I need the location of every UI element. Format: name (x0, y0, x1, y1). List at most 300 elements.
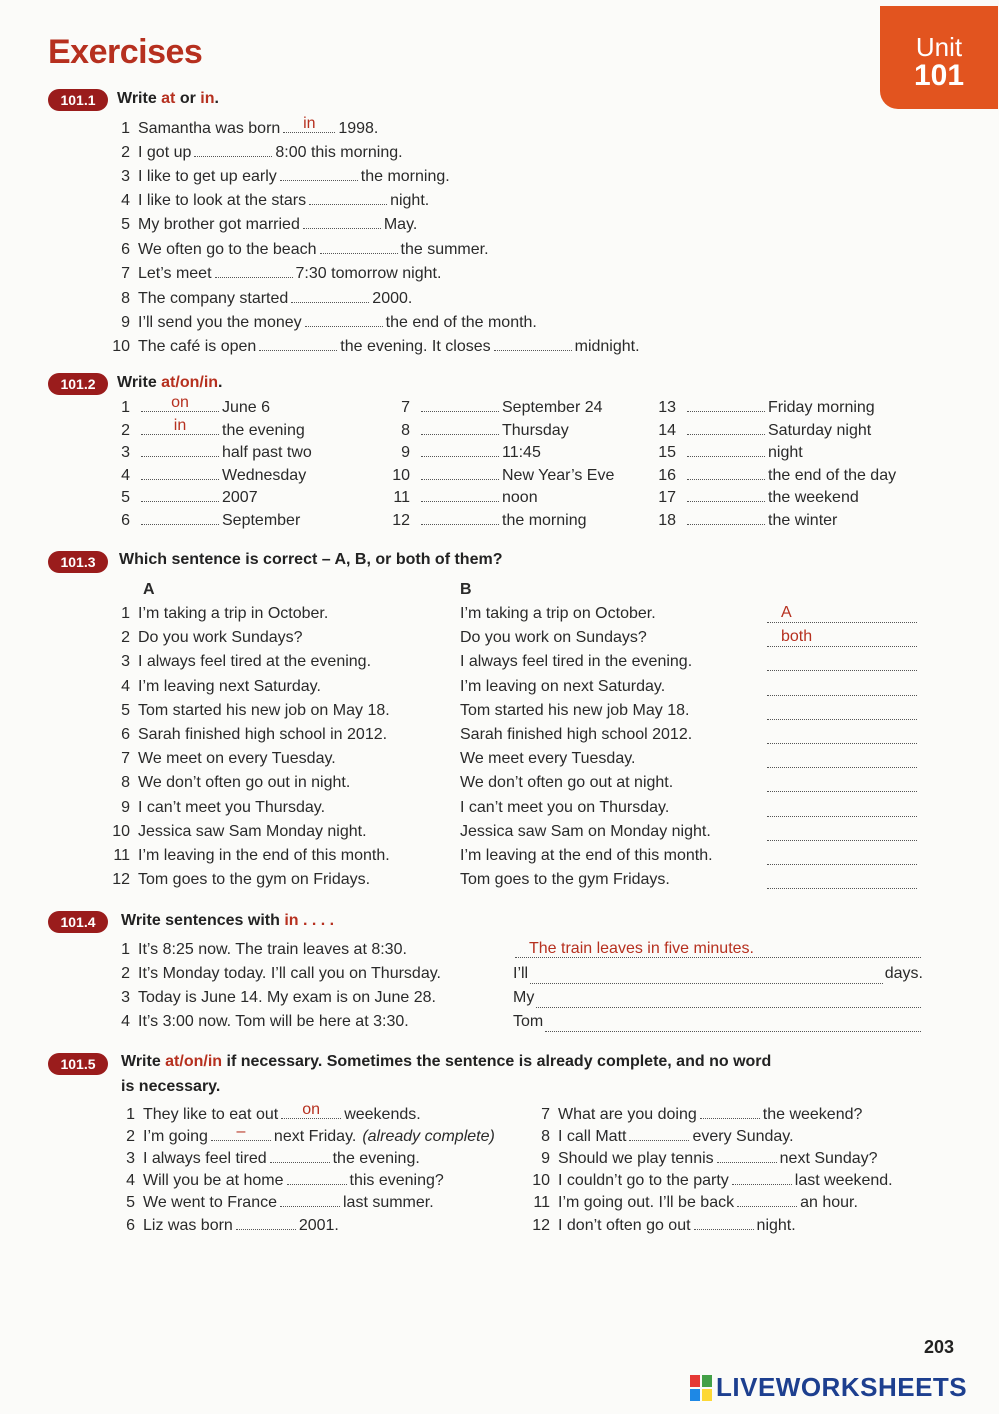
item-number: 2 (121, 965, 130, 982)
answer-blank[interactable] (211, 1123, 271, 1141)
item-number: 3 (121, 168, 130, 185)
item-text: September (222, 512, 301, 529)
answer-blank[interactable] (494, 337, 572, 351)
item-text: I’m going (143, 1128, 208, 1145)
item-text: next Sunday? (779, 1150, 878, 1167)
item-text: 2000. (372, 290, 413, 307)
list-item (530, 1193, 858, 1213)
item-text: We often go to the beach (138, 241, 317, 258)
item-text: Should we play tennis (558, 1150, 714, 1167)
list-item (530, 1171, 893, 1191)
answer-text: in (173, 417, 187, 434)
item-number: 11 (393, 489, 410, 506)
exercise-instruction-101-5 (121, 1053, 771, 1071)
column-header-a: A (143, 581, 155, 598)
answer-blank[interactable] (141, 417, 219, 435)
item-text: the end of the day (768, 467, 897, 484)
answer-row (513, 964, 923, 984)
item-number: 9 (541, 1150, 550, 1167)
list-item (115, 1171, 444, 1191)
grid-item (390, 443, 541, 463)
answer-field[interactable] (530, 966, 883, 984)
answer-text: on (302, 1101, 321, 1118)
item-text: The café is open (138, 338, 257, 355)
item-text: 11:45 (502, 444, 541, 461)
sentence-b: Tom goes to the gym Fridays. (460, 871, 670, 889)
item-number: 7 (541, 1106, 550, 1123)
answer-blank[interactable] (283, 115, 335, 133)
item-text: May. (383, 216, 418, 233)
item-text: weekends. (344, 1106, 421, 1123)
item-number: 15 (658, 444, 676, 461)
watermark (690, 1372, 967, 1403)
answer-field[interactable] (767, 750, 917, 768)
answer-row (513, 1012, 923, 1032)
sentence-a-text: We don’t often go out in night. (138, 774, 351, 792)
question (110, 1012, 409, 1032)
item-number: 12 (532, 1217, 550, 1234)
answer-blank[interactable] (629, 1127, 689, 1141)
item-number: 18 (658, 512, 676, 529)
answer-blank[interactable] (687, 466, 765, 480)
item-text: last weekend. (794, 1172, 893, 1189)
grid-item (390, 488, 538, 508)
answer-blank[interactable] (141, 511, 219, 525)
answer-blank[interactable] (687, 488, 765, 502)
answer-text: A (781, 604, 792, 621)
answer-end: days. (884, 965, 923, 982)
keyword: in (200, 90, 215, 107)
sentence-b: We meet every Tuesday. (460, 750, 636, 768)
item-text: the evening. (332, 1150, 420, 1167)
sentence-a (110, 822, 367, 842)
grid-item (390, 511, 587, 531)
keyword: at/on/in (161, 374, 219, 391)
list-item (110, 289, 412, 309)
unit-label: Unit (915, 32, 963, 62)
item-text: every Sunday. (692, 1128, 794, 1145)
item-number: 17 (658, 489, 676, 506)
item-text: Will you be at home (143, 1172, 284, 1189)
item-number: 5 (121, 216, 130, 233)
grid-item (390, 421, 569, 441)
answer-blank[interactable] (259, 337, 337, 351)
sentence-a (110, 628, 303, 648)
item-text: The company started (138, 290, 289, 307)
sentence-b: Jessica saw Sam on Monday night. (460, 822, 711, 840)
answer-blank[interactable] (421, 488, 499, 502)
grid-item (390, 398, 603, 418)
question (110, 988, 436, 1008)
answer-blank[interactable] (287, 1171, 347, 1185)
sentence-a (110, 870, 370, 890)
answer-start: My (513, 989, 535, 1006)
item-number: 2 (121, 144, 130, 161)
exercise-badge-101-1: 101.1 (48, 89, 108, 111)
item-text: next Friday. (273, 1128, 357, 1145)
item-text: half past two (222, 444, 312, 461)
answer-blank[interactable] (303, 215, 381, 229)
list-item (530, 1105, 862, 1125)
exercise-badge-101-5: 101.5 (48, 1053, 108, 1075)
item-text: June 6 (222, 399, 271, 416)
item-number: 6 (121, 512, 130, 529)
answer-blank[interactable] (732, 1171, 792, 1185)
exercise-badge-101-3: 101.3 (48, 551, 108, 573)
item-number: 10 (112, 822, 130, 840)
item-number: 6 (126, 1217, 135, 1234)
sentence-a (110, 846, 390, 866)
liveworksheets-logo-icon (690, 1375, 712, 1401)
item-text: They like to eat out (143, 1106, 279, 1123)
sentence-b: I always feel tired in the evening. (460, 653, 693, 671)
exercise-badge-101-2: 101.2 (48, 373, 108, 395)
grid-item (656, 398, 875, 418)
answer-field[interactable] (767, 653, 917, 671)
item-number: 5 (121, 701, 130, 719)
item-number: 7 (121, 750, 130, 768)
item-number: 7 (401, 399, 410, 416)
answer-field[interactable] (515, 940, 921, 958)
sentence-a-text: Tom goes to the gym on Fridays. (138, 871, 371, 889)
item-number: 1 (121, 399, 130, 416)
answer-blank[interactable] (236, 1216, 296, 1230)
answer-blank[interactable] (305, 313, 383, 327)
answer-blank[interactable] (700, 1105, 760, 1119)
answer-text: – (236, 1123, 246, 1140)
instruction-text: . (214, 90, 219, 107)
grid-item (656, 488, 859, 508)
list-item (530, 1127, 794, 1147)
item-text: the end of the month. (385, 314, 537, 331)
question-text: It’s 8:25 now. The train leaves at 8:30. (138, 941, 407, 958)
item-text: the winter (768, 512, 838, 529)
item-number: 3 (121, 653, 130, 671)
keyword: at (161, 90, 176, 107)
item-text: 1998. (338, 120, 379, 137)
exercise-badge-101-4: 101.4 (48, 911, 108, 933)
item-text: noon (502, 489, 538, 506)
answer-field[interactable] (767, 726, 917, 744)
answer-text: The train leaves in five minutes. (529, 940, 754, 957)
item-text: the weekend (768, 489, 859, 506)
answer-blank[interactable] (687, 398, 765, 412)
instruction-text: . (218, 374, 223, 391)
item-text: Saturday night (768, 422, 872, 439)
item-number: 1 (121, 605, 130, 622)
sentence-a (110, 677, 321, 697)
item-number: 1 (121, 941, 130, 958)
answer-blank[interactable] (421, 398, 499, 412)
answer-blank[interactable] (717, 1149, 777, 1163)
item-text: Samantha was born (138, 120, 281, 137)
keyword: in . . . . (284, 912, 335, 929)
item-number: 8 (121, 290, 130, 307)
item-text: Let’s meet (138, 265, 212, 282)
answer-field[interactable] (767, 605, 917, 623)
item-text: the summer. (400, 241, 489, 258)
answer-field[interactable] (767, 702, 917, 720)
item-number: 2 (126, 1128, 135, 1145)
answer-blank[interactable] (687, 443, 765, 457)
sentence-a (110, 749, 336, 769)
item-text: 7:30 tomorrow night. (295, 265, 442, 282)
item-text: My brother got married (138, 216, 300, 233)
question-text: It’s 3:00 now. Tom will be here at 3:30. (138, 1013, 409, 1030)
sentence-a (110, 604, 328, 624)
item-number: 11 (113, 847, 130, 864)
grid-item (110, 417, 305, 441)
exercise-instruction-101-1 (117, 90, 219, 108)
unit-number: 101 (913, 59, 965, 92)
item-text: Wednesday (222, 467, 307, 484)
item-number: 10 (532, 1172, 550, 1189)
item-text: the weekend? (762, 1106, 863, 1123)
item-number: 8 (121, 774, 130, 792)
item-text: New Year’s Eve (502, 467, 615, 484)
item-number: 1 (121, 120, 130, 137)
exercise-instruction-101-4 (121, 912, 334, 930)
question (110, 940, 407, 960)
answer-blank[interactable] (141, 443, 219, 457)
answer-field[interactable] (767, 774, 917, 792)
list-item (115, 1149, 420, 1169)
sentence-b: I’m taking a trip on October. (460, 605, 656, 622)
sentence-a-text: Tom started his new job on May 18. (138, 701, 390, 719)
item-number: 11 (533, 1194, 550, 1211)
item-text: last summer. (342, 1194, 434, 1211)
item-number: 10 (392, 467, 410, 484)
answer-blank[interactable] (141, 394, 219, 412)
item-text: I’ll send you the money (138, 314, 302, 331)
watermark-text: LIVEWORKSHEETS (716, 1372, 968, 1402)
answer-text: on (171, 394, 189, 411)
sentence-b: I can’t meet you on Thursday. (460, 798, 670, 816)
answer-field[interactable] (767, 823, 917, 841)
answer-blank[interactable] (737, 1193, 797, 1207)
keyword: at/on/in (165, 1053, 223, 1070)
item-text: I’m going out. I’ll be back (558, 1194, 735, 1211)
item-number: 4 (126, 1172, 135, 1189)
list-item (115, 1123, 495, 1147)
question-text: It’s Monday today. I’ll call you on Thursday. (138, 965, 441, 982)
item-text: I don’t often go out (558, 1217, 691, 1234)
grid-item (390, 466, 614, 486)
grid-item (656, 466, 896, 486)
answer-text: in (303, 115, 316, 132)
item-number: 12 (112, 871, 130, 889)
sentence-b: I’m leaving on next Saturday. (460, 677, 666, 695)
item-text: night. (756, 1217, 796, 1234)
answer-blank[interactable] (687, 421, 765, 435)
item-text: the morning. (360, 168, 450, 185)
answer-field[interactable] (767, 629, 917, 647)
sentence-b: Tom started his new job May 18. (460, 701, 690, 719)
list-item (110, 215, 417, 235)
answer-start: Tom (513, 1013, 544, 1030)
sentence-a (110, 725, 387, 745)
answer-blank[interactable] (281, 1101, 341, 1119)
item-number: 3 (121, 989, 130, 1006)
item-number: 4 (121, 192, 130, 209)
item-text: What are you doing (558, 1106, 697, 1123)
item-number: 6 (121, 241, 130, 258)
answer-start: I’ll (513, 965, 529, 982)
list-item (115, 1193, 434, 1213)
item-text: We went to France (143, 1194, 277, 1211)
list-item (115, 1101, 421, 1125)
sentence-b: We don’t often go out at night. (460, 774, 674, 792)
answer-blank[interactable] (687, 511, 765, 525)
exercise-instruction-101-3: Which sentence is correct – A, B, or both of them? (119, 551, 503, 568)
answer-blank[interactable] (320, 240, 398, 254)
instruction-text: Write sentences with (121, 912, 285, 929)
sentence-a (110, 798, 325, 818)
answer-field[interactable] (545, 1014, 921, 1032)
sentence-b: I’m leaving at the end of this month. (460, 847, 713, 864)
grid-item (110, 466, 306, 486)
answer-blank[interactable] (194, 143, 272, 157)
item-number: 3 (126, 1150, 135, 1167)
answer-blank[interactable] (421, 466, 499, 480)
item-text: the evening. It closes (340, 338, 491, 355)
item-number: 4 (121, 467, 130, 484)
item-text: night (768, 444, 803, 461)
item-text: the morning (502, 512, 587, 529)
answer-blank[interactable] (421, 511, 499, 525)
item-number: 9 (401, 444, 410, 461)
item-text: midnight. (574, 338, 640, 355)
question-text: Today is June 14. My exam is on June 28. (138, 989, 436, 1006)
item-text: I like to look at the stars (138, 192, 307, 209)
sentence-a (110, 701, 390, 721)
grid-item (656, 443, 803, 463)
sentence-b: Sarah finished high school 2012. (460, 726, 693, 743)
answer-field[interactable] (767, 871, 917, 889)
item-text: September 24 (502, 399, 603, 416)
list-item (110, 167, 450, 187)
sentence-a-text: I’m leaving in the end of this month. (138, 847, 390, 864)
list-item (110, 143, 403, 163)
answer-field[interactable] (536, 990, 921, 1008)
grid-item (110, 511, 300, 531)
grid-item (110, 394, 271, 418)
sentence-a-text: Jessica saw Sam Monday night. (138, 822, 367, 840)
sentence-a-text: I can’t meet you Thursday. (138, 798, 326, 816)
item-number: 14 (658, 422, 676, 439)
page-title: Exercises (48, 33, 203, 71)
answer-row (513, 940, 923, 958)
answer-blank[interactable] (141, 488, 219, 502)
answer-blank[interactable] (309, 191, 387, 205)
sentence-a (110, 652, 371, 672)
answer-blank[interactable] (421, 443, 499, 457)
column-header-b: B (460, 581, 472, 598)
grid-item (110, 488, 258, 508)
item-number: 4 (121, 677, 130, 695)
item-text: I like to get up early (138, 168, 277, 185)
grid-item (110, 443, 312, 463)
sentence-a-text: Sarah finished high school in 2012. (138, 726, 388, 743)
item-text: I always feel tired (143, 1150, 267, 1167)
sentence-a-text: I always feel tired at the evening. (138, 653, 372, 671)
answer-field[interactable] (767, 678, 917, 696)
answer-blank[interactable] (141, 466, 219, 480)
item-text: an hour. (800, 1194, 858, 1211)
item-number: 2 (121, 422, 130, 439)
item-number: 5 (121, 489, 130, 506)
item-text: Liz was born (143, 1217, 233, 1234)
instruction-text: Write (117, 374, 162, 391)
list-item (110, 191, 429, 211)
instruction-text: or (175, 90, 201, 107)
answer-blank[interactable] (215, 264, 293, 278)
sentence-a-text: We meet on every Tuesday. (138, 750, 336, 768)
instruction-text: if necessary. Sometimes the sentence is already complete, and no word (222, 1053, 772, 1070)
item-number: 10 (112, 338, 130, 355)
answer-text: both (781, 628, 813, 646)
item-number: 16 (658, 467, 676, 484)
answer-field[interactable] (767, 799, 917, 817)
answer-blank[interactable] (280, 167, 358, 181)
list-item (110, 240, 489, 260)
question (110, 964, 441, 984)
item-number: 9 (121, 798, 130, 816)
sentence-a-text: I’m taking a trip in October. (138, 605, 329, 622)
item-text: 2007 (222, 489, 258, 506)
list-item (110, 337, 640, 357)
item-text: 2001. (298, 1217, 339, 1234)
list-item (530, 1216, 796, 1236)
list-item (110, 313, 537, 333)
item-number: 5 (126, 1194, 135, 1211)
list-item (110, 264, 441, 284)
item-number: 7 (121, 265, 130, 282)
page-number: 203 (924, 1337, 955, 1357)
exercise-instruction-101-5-line2: is necessary. (121, 1078, 221, 1095)
item-text: I got up (138, 144, 192, 161)
item-text: Thursday (502, 422, 569, 439)
answer-blank[interactable] (421, 421, 499, 435)
item-text: night. (390, 192, 430, 209)
item-number: 12 (392, 512, 410, 529)
item-number: 8 (541, 1128, 550, 1145)
item-text: 8:00 this morning. (275, 144, 403, 161)
sentence-a (110, 773, 350, 793)
answer-blank[interactable] (694, 1216, 754, 1230)
instruction-text: Write (117, 90, 162, 107)
sentence-a-text: Do you work Sundays? (138, 629, 303, 647)
answer-field[interactable] (767, 847, 917, 865)
answer-blank[interactable] (270, 1149, 330, 1163)
list-item (115, 1216, 339, 1236)
grid-item (656, 421, 871, 441)
answer-blank[interactable] (291, 289, 369, 303)
sentence-b: Do you work on Sundays? (460, 629, 647, 647)
item-number: 3 (121, 444, 130, 461)
item-number: 8 (401, 422, 410, 439)
list-item (110, 115, 379, 139)
sentence-a-text: I’m leaving next Saturday. (138, 677, 321, 695)
answer-blank[interactable] (280, 1193, 340, 1207)
list-item (530, 1149, 878, 1169)
item-number: 13 (658, 399, 676, 416)
item-text: Friday morning (768, 399, 875, 416)
item-number: 1 (126, 1106, 135, 1123)
item-text: I call Matt (558, 1128, 627, 1145)
item-note: (already complete) (362, 1128, 495, 1145)
item-number: 4 (121, 1013, 130, 1030)
